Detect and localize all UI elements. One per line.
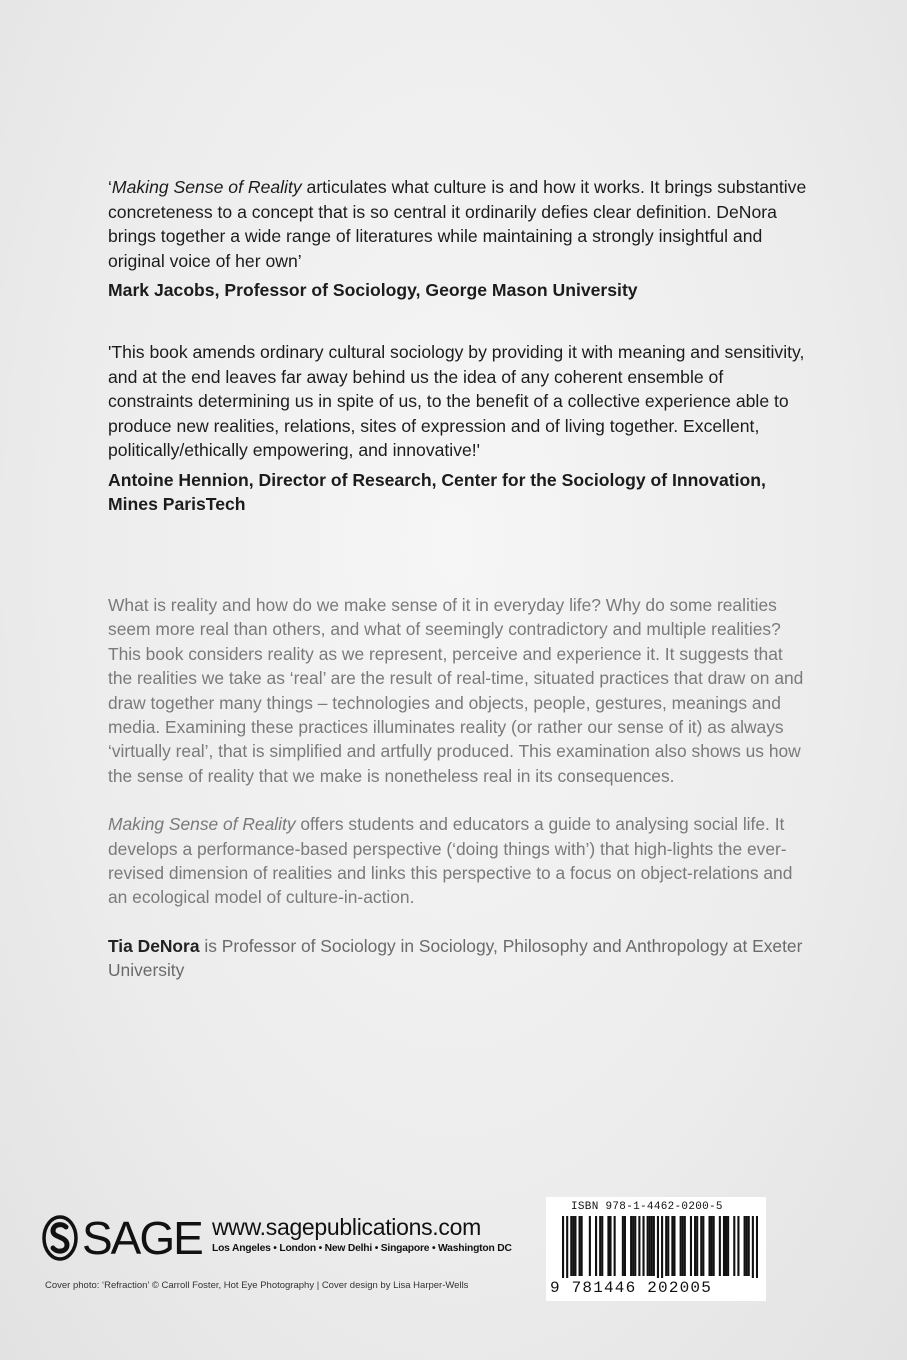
barcode-bar: [595, 1216, 597, 1276]
barcode-bar: [719, 1216, 721, 1276]
barcode-bar: [609, 1216, 611, 1276]
barcode-bar: [634, 1216, 636, 1276]
barcode-bar: [651, 1216, 653, 1276]
barcode-bar: [744, 1216, 746, 1276]
barcode-bar: [667, 1216, 669, 1276]
barcode-bar: [737, 1216, 739, 1276]
description-book-title: Making Sense of Reality: [108, 814, 296, 835]
barcode-bar: [642, 1216, 644, 1276]
isbn-barcode: [546, 1197, 766, 1301]
cover-credit: Cover photo: ‘Refraction’ © Carroll Foster, Hot Eye Photography | Cover design by Lisa Harper-Wells: [45, 1280, 469, 1291]
barcode-bar: [708, 1216, 710, 1276]
barcode-bar: [562, 1216, 564, 1278]
barcode-bar: [622, 1216, 624, 1276]
isbn-label: ISBN 978-1-4462-0200-5: [571, 1201, 723, 1213]
barcode-bar: [748, 1216, 750, 1276]
barcode-bar: [696, 1216, 698, 1276]
author-bio: Tia DeNora is Professor of Sociology in Sociology, Philosophy and Anthropology at Exeter University: [108, 935, 803, 981]
quote-1: [108, 175, 808, 303]
barcode-bar: [632, 1216, 634, 1276]
barcode-bar: [624, 1216, 626, 1276]
barcode-bar: [589, 1216, 591, 1276]
barcode-bar: [647, 1216, 649, 1276]
description-paragraph-2: Making Sense of Reality offers students and educators a guide to analysing social life. It develops a performance-based perspective (‘doing things with’) that high-lights the ever-revised dimension of realities and links this perspective to a focus on object-relations and an ecological model of culture-in-action.: [108, 814, 793, 908]
quote-2-attribution: Antoine Hennion, Director of Research, Center for the Sociology of Innovation, Mines ParisTech: [108, 469, 766, 514]
publisher-logo: [42, 1212, 522, 1272]
barcode-bar: [690, 1216, 692, 1276]
quote-1-book-title: Making Sense of Reality: [111, 177, 302, 197]
barcode-bar: [752, 1216, 754, 1278]
quote-2-text: 'This book amends ordinary cultural sociology by providing it with meaning and sensitivity, and at the end leaves far away behind us the idea of any coherent ensemble of constraints determining us in spite of us, to the benefit of a collective experience able to produce new realities, relations, sites of expression and of living together. Excellent, politically/ethically empowering, and innovative!': [108, 342, 805, 460]
quote-1-text: ‘Making Sense of Reality articulates what culture is and how it works. It brings substantive concreteness to a concept that is so central it ordinarily defies clear definition. DeNora brings together a wide range of literatures while maintaining a strongly insightful and original voice of her own’: [108, 177, 807, 271]
barcode-bar: [671, 1216, 673, 1276]
barcode-bar: [727, 1216, 729, 1276]
barcode-bar: [607, 1216, 609, 1276]
publisher-url: www.sagepublications.com: [212, 1214, 481, 1240]
barcode-bar: [566, 1216, 568, 1278]
barcode-bar: [579, 1216, 581, 1276]
barcode-bar: [657, 1216, 659, 1278]
author-name: Tia DeNora: [108, 935, 200, 956]
quote-1-attribution: Mark Jacobs, Professor of Sociology, George Mason University: [108, 280, 638, 300]
barcode-bar: [599, 1216, 601, 1276]
barcode-bars: [562, 1216, 758, 1278]
barcode-bar: [694, 1216, 696, 1276]
barcode-bar: [653, 1216, 655, 1276]
barcode-bar: [746, 1216, 748, 1276]
description-paragraph-1: What is reality and how do we make sense of it in everyday life? Why do some realities seem more real than others, and what of seemingly contradictory and multiple realities? This book considers reality as we represent, perceive and experience it. It suggests that the realities we take as ‘real’ are the result of real-time, situated practices that draw on and draw together many things – technologies and objects, people, gestures, meanings and media. Examining these practices illuminates reality (or rather our sense of it) as always ‘virtually real’, that is simplified and artfully produced. This examination also shows us how the sense of reality that we make is nonetheless real in its consequences.: [108, 595, 804, 786]
publisher-cities: Los Angeles • London • New Delhi • Singapore • Washington DC: [212, 1243, 512, 1254]
barcode-bar: [684, 1216, 686, 1276]
barcode-bar: [614, 1216, 616, 1276]
barcode-bar: [570, 1216, 572, 1276]
barcode-bar: [702, 1216, 704, 1276]
quote-2: [108, 340, 808, 517]
barcode-bar: [649, 1216, 651, 1276]
barcode-bar: [723, 1216, 725, 1276]
barcode-bar: [756, 1216, 758, 1278]
barcode-bar: [725, 1216, 727, 1276]
barcode-bar: [638, 1216, 640, 1276]
barcode-bar: [572, 1216, 574, 1276]
barcode-bar: [733, 1216, 735, 1276]
book-description: [108, 593, 808, 983]
publisher-name: SAGE: [82, 1212, 202, 1264]
barcode-bar: [713, 1216, 715, 1276]
sage-logo-icon: [42, 1215, 78, 1261]
barcode-bar: [581, 1216, 583, 1276]
barcode-bar: [711, 1216, 713, 1276]
barcode-bar: [673, 1216, 675, 1276]
isbn-digits: 9 781446 202005: [550, 1279, 713, 1297]
barcode-bar: [630, 1216, 632, 1276]
barcode-bar: [700, 1216, 702, 1276]
barcode-bar: [682, 1216, 684, 1276]
barcode-bar: [601, 1216, 603, 1276]
barcode-bar: [680, 1216, 682, 1276]
barcode-bar: [661, 1216, 663, 1278]
barcode-bar: [665, 1216, 667, 1276]
barcode-bar: [574, 1216, 576, 1276]
